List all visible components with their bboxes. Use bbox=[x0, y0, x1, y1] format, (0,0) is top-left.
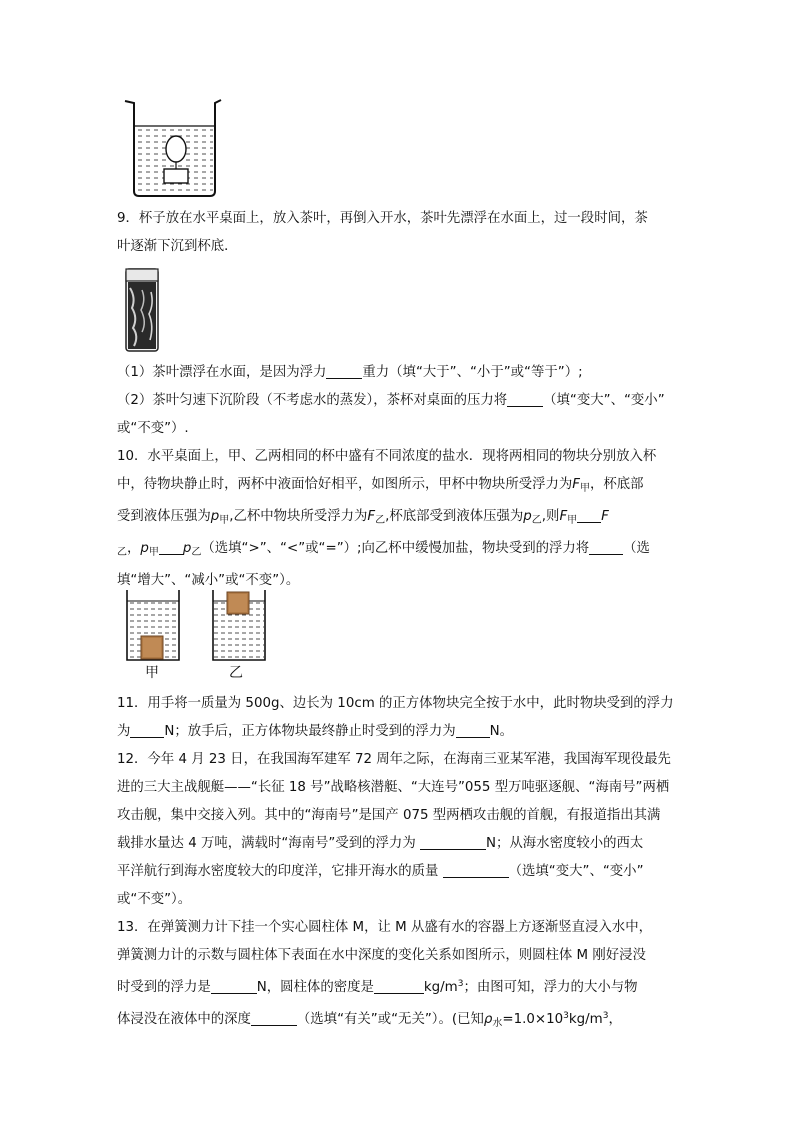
q10-line-4: $_乙$，$p_甲$ $p_乙$（选填“>”、“<”或“=”）;向乙杯中缓慢加盐，物块受到的浮力将 （选 bbox=[117, 541, 650, 558]
answer-blank[interactable] bbox=[130, 722, 164, 738]
q13-line-3: 时受到的浮力是 N，圆柱体的密度是 $kg/m^3$；由图可知，浮力的大小与物 bbox=[117, 979, 638, 995]
q9-sub-1: （1）茶叶漂浮在水面，是因为浮力 重力（填“大于”、“小于”或“等于”）; bbox=[117, 365, 583, 380]
q10-line-3: 受到液体压强为$p_甲$,乙杯中物块所受浮力为$F_乙$,杯底部受到液体压强为$p_乙$,则$F_甲$ F bbox=[117, 509, 609, 526]
q12-line-1: 12．今年 4 月 23 日，在我国海军建军 72 周年之际，在海南三亚某军港，我国海军现役最先 bbox=[117, 752, 671, 767]
q9-sub-2: （2）茶叶匀速下沉阶段（不考虑水的蒸发），茶杯对桌面的压力将 （填“变大”、“变小” bbox=[117, 393, 665, 408]
answer-blank[interactable] bbox=[443, 862, 509, 878]
q12-line-6: 或“不变”）。 bbox=[117, 892, 192, 907]
answer-blank[interactable] bbox=[326, 363, 362, 379]
tea-glass-drawing bbox=[124, 268, 160, 352]
q9-sub-2-cont: 或“不变”）. bbox=[117, 421, 189, 436]
answer-blank[interactable] bbox=[211, 978, 257, 994]
questions-11-13 bbox=[117, 690, 677, 1038]
q9-line-1: 9．杯子放在水平桌面上，放入茶叶，再倒入开水，茶叶先漂浮在水面上，过一段时间，茶 bbox=[117, 211, 648, 226]
q12-line-4: 载排水量达 4 万吨，满载时“海南号”受到的浮力为 N；从海水密度较小的西太 bbox=[117, 836, 644, 851]
two-cups-drawing bbox=[123, 588, 271, 662]
q10-line-2: 中，待物块静止时，两杯中液面恰好相平，如图所示，甲杯中物块所受浮力为$F_甲$，杯底部 bbox=[117, 477, 644, 494]
q13-line-4: 体浸没在液体中的深度 （选填“有关”或“无关”）。(已知$\rho_水=1.0\times 10^3kg/m^3$， bbox=[117, 1011, 622, 1029]
q11-line-1: 11．用手将一质量为 500g、边长为 10cm 的正方体物块完全按于水中，此时物块受到的浮力 bbox=[117, 696, 674, 711]
answer-blank[interactable] bbox=[589, 539, 623, 555]
question-9-subquestions bbox=[117, 359, 677, 595]
two-cups-figure bbox=[123, 588, 271, 681]
answer-blank[interactable] bbox=[251, 1010, 297, 1026]
beaker-figure bbox=[122, 97, 222, 199]
q10-line-5: 填“增大”、“减小”或“不变”）。 bbox=[117, 573, 300, 588]
q12-line-3: 攻击舰，集中交接入列。其中的“海南号”是国产 075 型两栖攻击舰的首舰，有报道指出其满 bbox=[117, 808, 661, 823]
answer-blank[interactable] bbox=[507, 391, 543, 407]
answer-blank[interactable] bbox=[374, 978, 424, 994]
q10-line-1: 10．水平桌面上，甲、乙两相同的杯中盛有不同浓度的盐水．现将两相同的物块分别放入杯 bbox=[117, 449, 657, 464]
q9-line-2: 叶逐渐下沉到杯底． bbox=[117, 239, 238, 254]
q13-line-2: 弹簧测力计的示数与圆柱体下表面在水中深度的变化关系如图所示，则圆柱体 M 刚好浸没 bbox=[117, 948, 646, 963]
q11-line-2: 为 N；放手后，正方体物块最终静止时受到的浮力为 N。 bbox=[117, 724, 514, 739]
cup-label-yi: 乙 bbox=[229, 665, 243, 681]
q13-line-1: 13．在弹簧测力计下挂一个实心圆柱体 M，让 M 从盛有水的容器上方逐渐竖直浸入水中， bbox=[117, 920, 652, 935]
beaker-drawing bbox=[122, 97, 222, 199]
q12-line-2: 进的三大主战舰艇——“长征 18 号”战略核潜艇、“大连号”055 型万吨驱逐舰、“海南号”两栖 bbox=[117, 780, 670, 795]
answer-blank[interactable] bbox=[577, 507, 601, 523]
tea-glass-figure bbox=[124, 268, 160, 352]
answer-blank[interactable] bbox=[420, 834, 486, 850]
cup-label-jia: 甲 bbox=[145, 665, 159, 681]
answer-blank[interactable] bbox=[456, 722, 490, 738]
question-9-intro bbox=[117, 205, 677, 261]
q12-line-5: 平洋航行到海水密度较大的印度洋，它排开海水的质量 （选填“变大”、“变小” bbox=[117, 864, 644, 879]
answer-blank[interactable] bbox=[159, 539, 183, 555]
